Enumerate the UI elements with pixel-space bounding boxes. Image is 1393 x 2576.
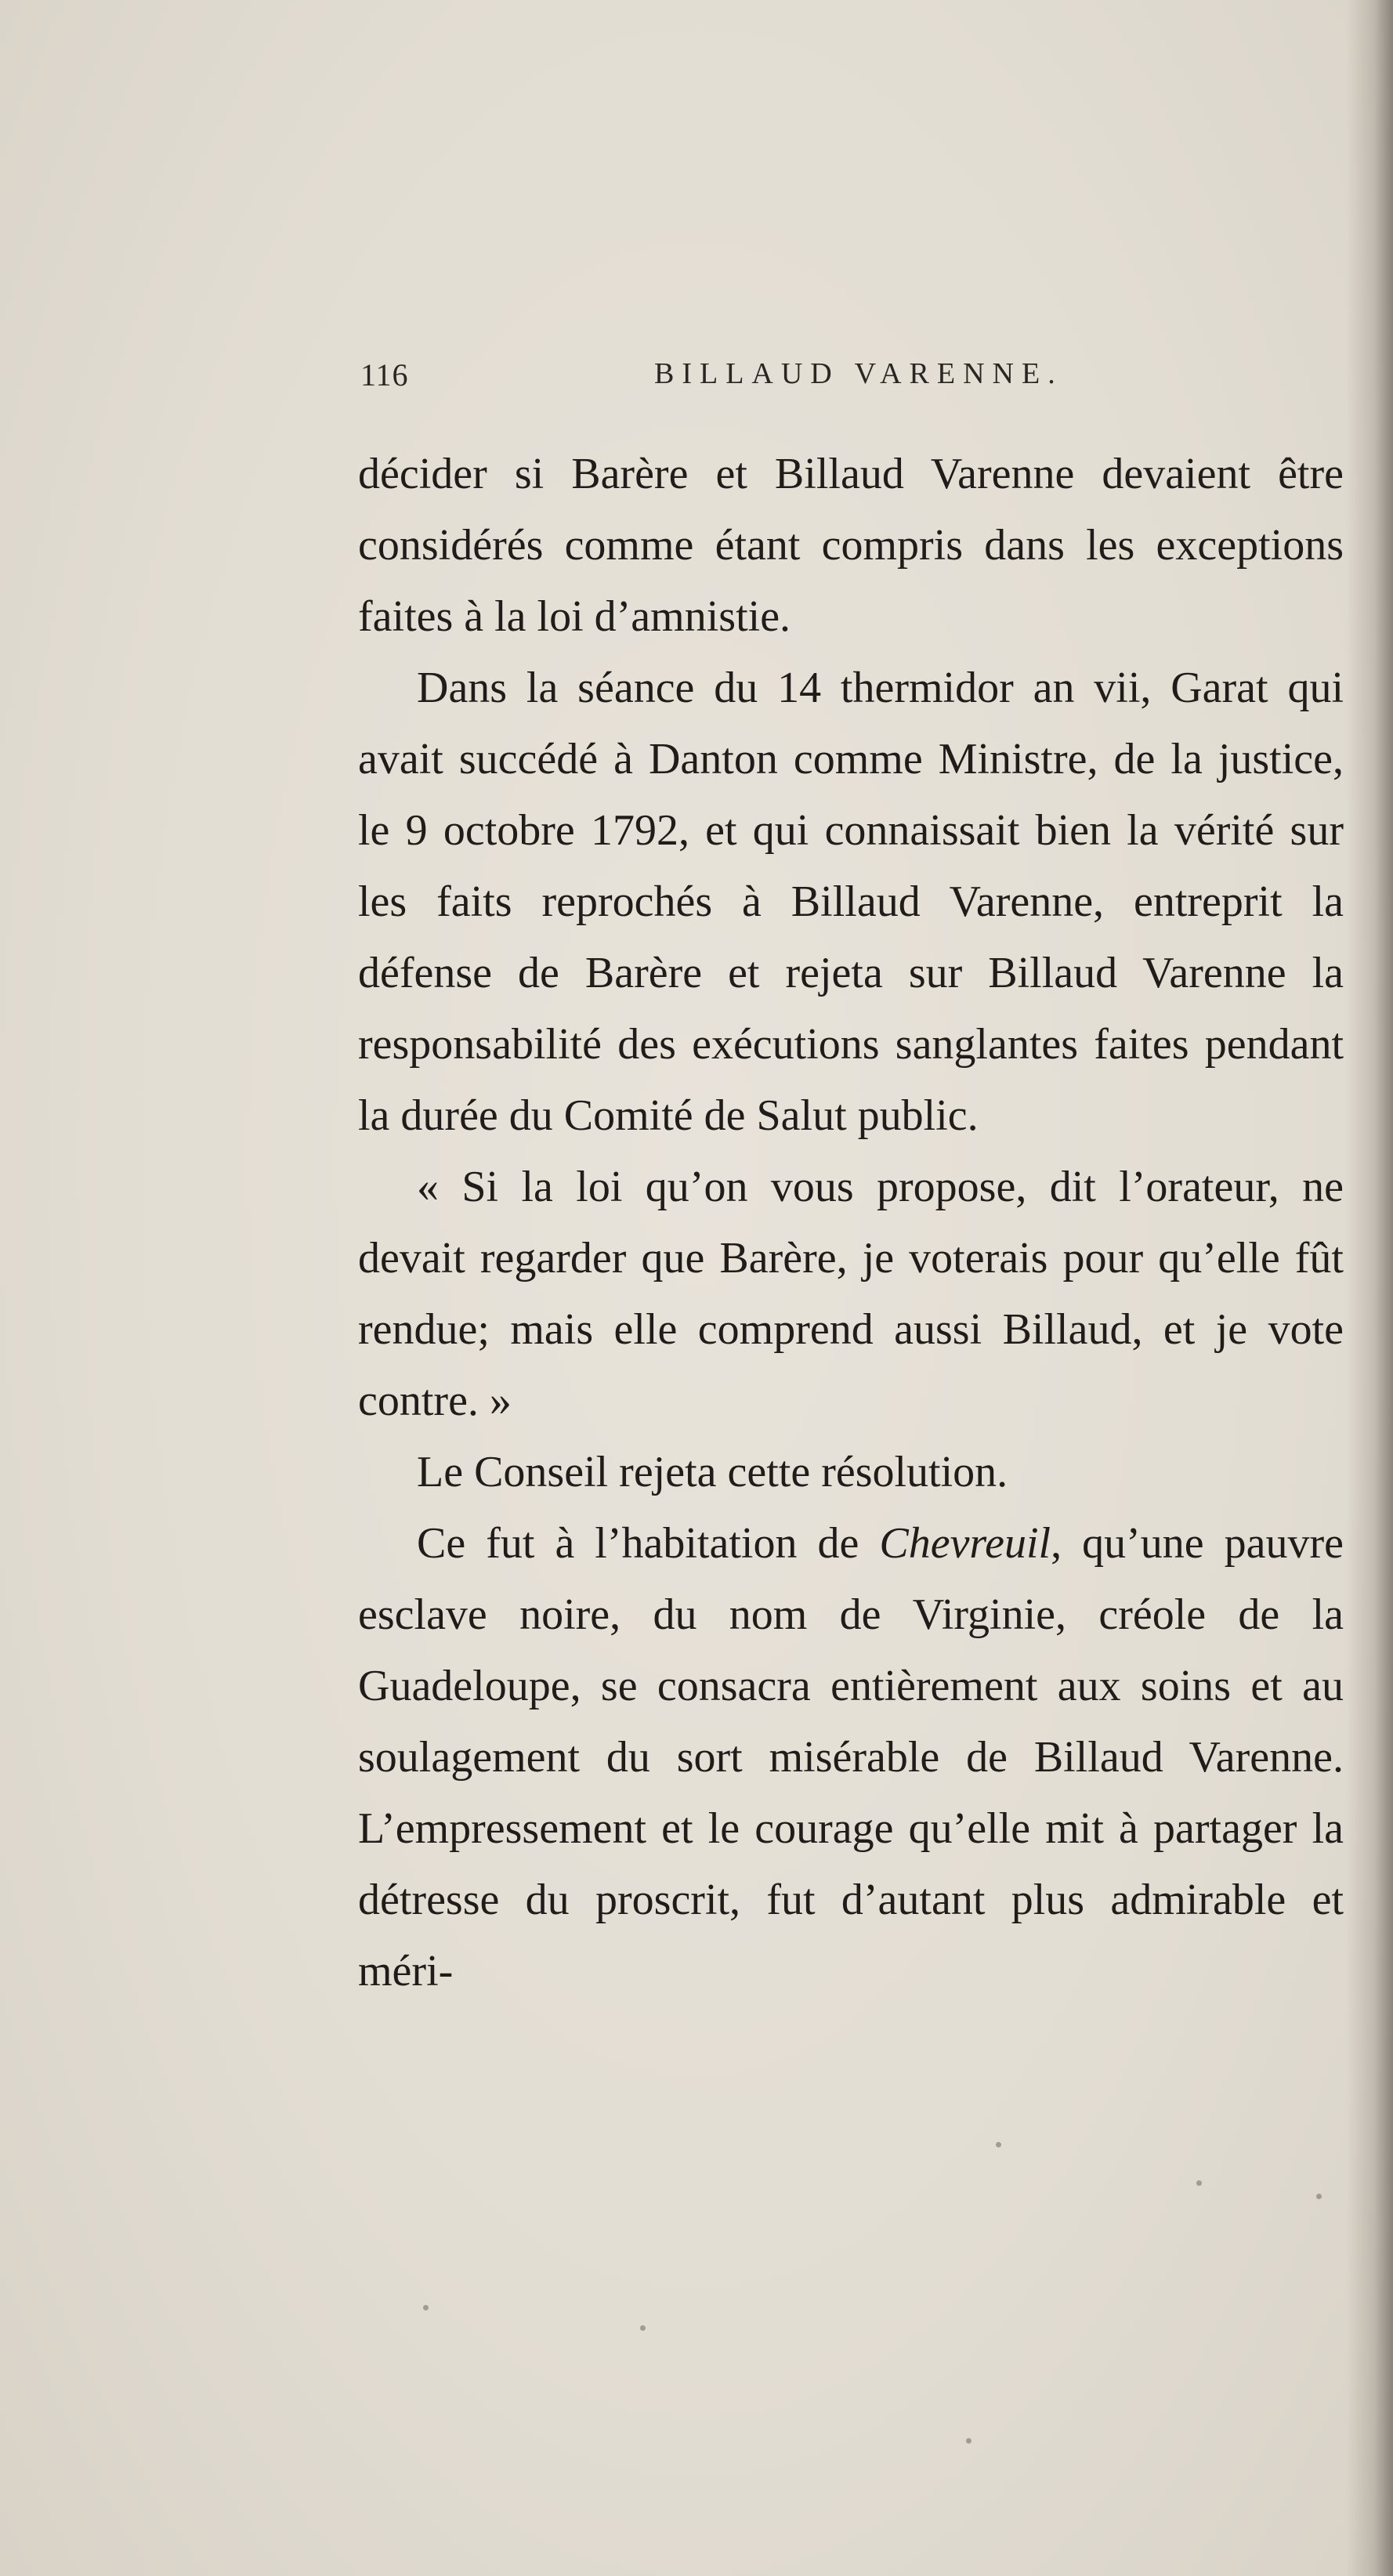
page-edge-shadow [1346, 0, 1393, 2576]
place-name-italic: Chevreuil [879, 1519, 1051, 1568]
paragraph-5-after: , qu’une pauvre esclave noire, du nom de Virginie, créole de la Guadeloupe, se consacra entièrement aux soins et au soulagement du sort misérable de Billaud Varenne. L’empressement et le courage qu’elle mit à partager la détresse du proscrit, fut d’autant plus admirable et méri- [358, 1519, 1344, 1995]
paragraph-1: décider si Barère et Billaud Varenne devaient être considérés comme étant compris dans les exceptions faites à la loi d’amnistie. [358, 450, 1344, 641]
running-title: BILLAUD VARENNE. [654, 357, 1063, 390]
paragraph-5-before: Ce fut à l’habitation de [417, 1519, 880, 1568]
paper-speck [996, 2142, 1001, 2147]
paper-speck [1316, 2194, 1322, 2199]
paper-speck [640, 2325, 646, 2331]
paragraph-4: Le Conseil rejeta cette résolution. [417, 1448, 1008, 1496]
body-text [358, 439, 1344, 2007]
paragraph-3: « Si la loi qu’on vous propose, dit l’orateur, ne devait regarder que Barère, je voterais pour qu’elle fût rendue; mais elle comprend aussi Billaud, et je vote contre. » [358, 1163, 1344, 1425]
paragraph-5 [358, 1508, 1344, 2007]
paper-speck [423, 2305, 429, 2310]
running-head [360, 356, 1081, 403]
page-number: 116 [360, 357, 409, 393]
paragraph-2: Dans la séance du 14 thermidor an vii, Garat qui avait succédé à Danton comme Ministre, de la justice, le 9 octobre 1792, et qui connaissait bien la vérité sur les faits reprochés à Billaud Varenne, entreprit la défense de Barère et rejeta sur Billaud Varenne la responsabilité des exécutions sanglantes faites pendant la durée du Comité de Salut public. [358, 664, 1344, 1140]
paper-speck [966, 2438, 971, 2444]
paper-speck [1196, 2180, 1202, 2186]
